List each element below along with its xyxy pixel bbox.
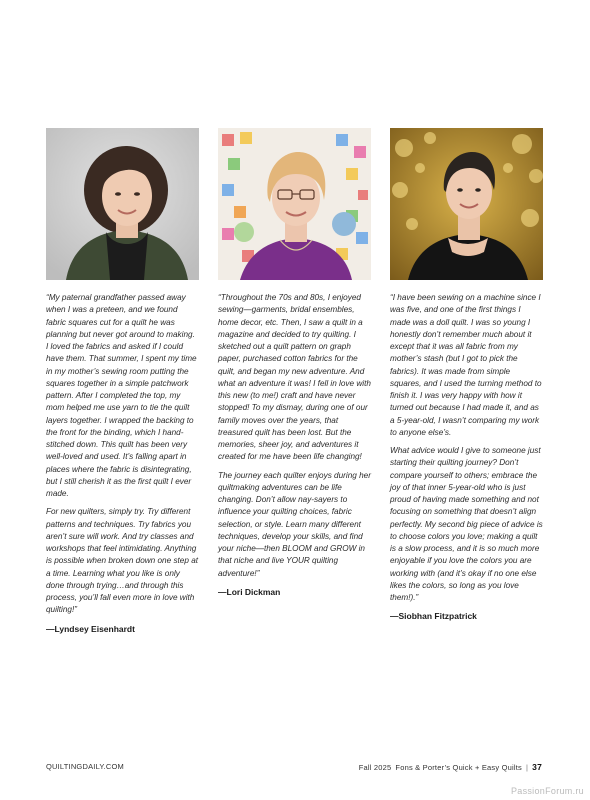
quote-paragraph: What advice would I give to someone just starting their quilting journey? Don’t compare yourself to others; embrace the joy of that inner 5-year-old who is just proud of having made something and not focusing on something that doesn’t align perfectly. My second big piece of advice is to choose colors you love; making a quilt is a slow process, and it is so much more enjoyable if you love the colors you are working with (and it’s okay if no one else likes the colors, so long as you love them!).” <box>390 446 543 602</box>
footer-separator: | <box>525 762 529 772</box>
author-byline: —Lyndsey Eisenhardt <box>46 623 135 634</box>
profile-column-1 <box>46 128 199 635</box>
profile-column-2 <box>218 128 371 598</box>
portrait-photo-1 <box>46 128 199 280</box>
author-byline: —Lori Dickman <box>218 586 281 597</box>
footer-magazine: Fons & Porter’s Quick + Easy Quilts <box>395 762 522 772</box>
author-byline: —Siobhan Fitzpatrick <box>390 611 477 622</box>
quote-text-1 <box>46 292 199 635</box>
footer-site: QUILTINGDAILY.COM <box>46 762 124 771</box>
quote-paragraph: “I have been sewing on a machine since I was five, and one of the first things I made was a doll quilt. I was so young I honestly don’t remember much about it except that it was all fabric from my mother’s stash (but I got to pick the fabrics). It was made from simple squares, and I used the turning method to finish it. I was very happy with how it turned out because I had made it, and as a 5-year-old, I wasn’t comparing my work to anyone else’s. <box>390 293 542 437</box>
portrait-image-2 <box>218 128 371 280</box>
quote-paragraph: “My paternal grandfather passed away when I was a preteen, and we found fabric squares cut for a quilt he was planning but never got around to making. I loved the fabrics and asked if I could have them. That summer, I spent my time in my mother’s sewing room putting the squares together in a simple patchwork pattern. After I completed the top, my mom helped me use yarn to tie the quilt layers together. I wrapped the backing to the front for the binding, which I hand-stitched down. This quilt has been very well-loved and used. It’s falling apart in places where the fabric is disintegrating, but I still cherish it as the first quilt I ever made. <box>46 293 197 498</box>
portrait-image-1 <box>46 128 199 280</box>
portrait-photo-3 <box>390 128 543 280</box>
quote-text-2 <box>218 292 371 598</box>
footer-issue: Fall 2025 <box>358 762 392 772</box>
footer-issue-info <box>359 762 542 772</box>
quote-paragraph: For new quilters, simply try. Try different patterns and techniques. Try fabrics you aren’t sure will work. And try classes and workshops that feel intimidating. Anything is possible when broken down one step at a time. Learning what you like is only done through trying…and through this process, you’ll fall even more in love with quilting!” <box>46 507 199 615</box>
portrait-photo-2 <box>218 128 371 280</box>
profile-column-3 <box>390 128 543 623</box>
quote-paragraph: The journey each quilter enjoys during her quiltmaking adventures can be life changing. Don’t allow nay-sayers to influence your quilting choices, fabric selection, or style. Learn many different techniques, develop your skills, and find your niche—then BLOOM and GROW in that niche and live YOUR quilting adventure!” <box>218 470 371 578</box>
portrait-image-3 <box>390 128 543 280</box>
page-number: 37 <box>532 762 542 772</box>
watermark: PassionForum.ru <box>510 786 584 796</box>
quote-text-3 <box>390 292 543 623</box>
quote-paragraph: “Throughout the 70s and 80s, I enjoyed sewing—garments, bridal ensembles, home decor, etc. Then, I saw a quilt in a magazine and decided to try quilting. I sketched out a quilt pattern on graph paper, purchased cotton fabrics for the quilt, and began my new adventure. And what an adventure it was! I fell in love with this new (to me!) craft and have never stopped! To my dismay, during one of our family moves over the years, that treasured quilt has been lost. But the memories, sheer joy, and adventures it created for me have been life changing! <box>218 293 371 462</box>
